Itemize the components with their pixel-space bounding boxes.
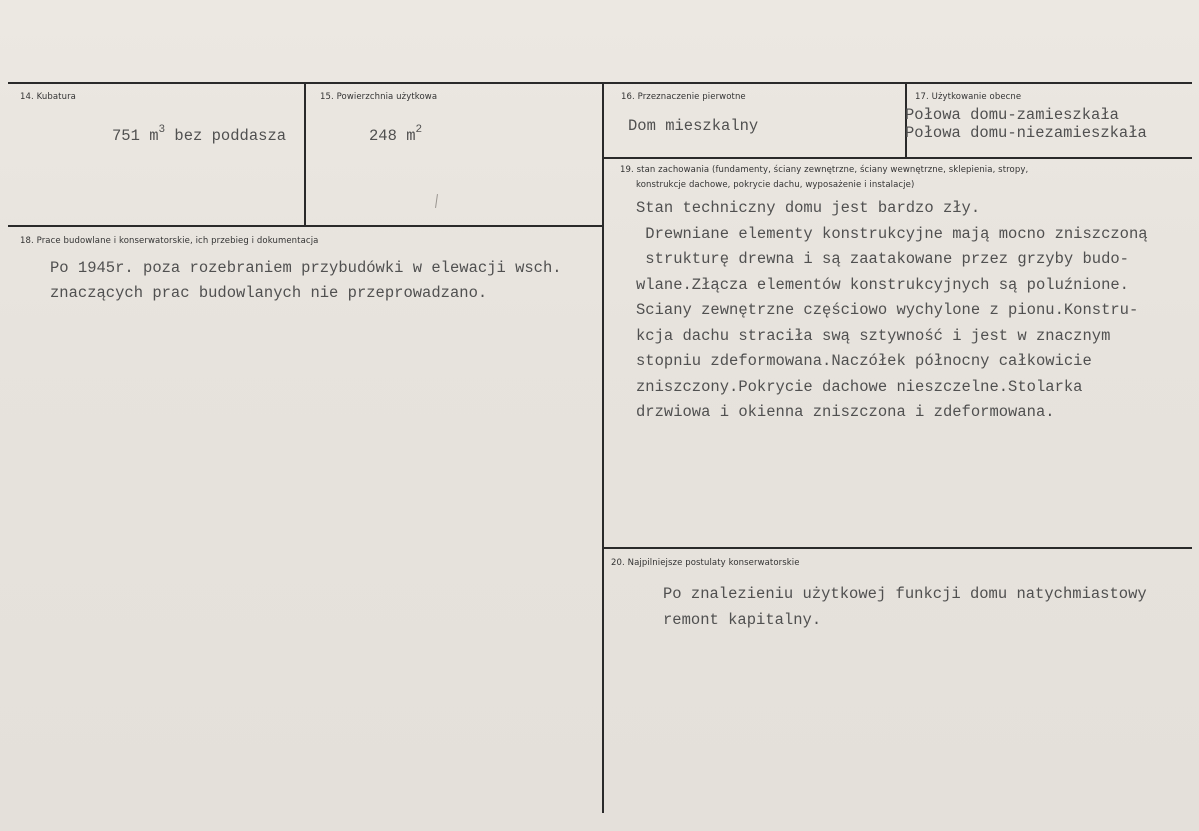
prace-line: znaczących prac budowlanych nie przeprowadzano. <box>50 284 488 302</box>
stan-line: Sciany zewnętrzne częściowo wychylone z pionu.Konstru- <box>636 301 1139 319</box>
field-19-label <box>620 163 1180 193</box>
stan-line: kcja dachu straciła swą sztywność i jest w znacznym <box>636 326 1111 345</box>
field-14-value <box>112 126 286 145</box>
divider-top-left-row <box>8 225 604 227</box>
top-border-line <box>8 82 1192 84</box>
field-15-value <box>369 126 422 145</box>
postulaty-line: remont kapitalny. <box>663 610 822 629</box>
uzytkowanie-line: Połowa domu-zamieszkała <box>905 106 1119 124</box>
stan-line: drzwiowa i okienna zniszczona i zdeformowana. <box>636 403 1055 421</box>
field-17-label: 17. Użytkowanie obecne <box>915 92 1022 102</box>
kubatura-suffix: bez poddasza <box>165 127 287 146</box>
stan-label-line: 19. stan zachowania (fundamenty, ściany zewnętrzne, ściany wewnętrzne, sklepienia, stropy, <box>620 165 1029 175</box>
field-14-label: 14. Kubatura <box>20 92 76 102</box>
stan-line: stopniu zdeformowana.Naczółek północny całkowicie <box>636 352 1092 370</box>
field-18-value <box>50 256 562 306</box>
stan-line: strukturę drewna i są zaatakowane przez grzyby budo- <box>636 250 1129 268</box>
divider-19-20 <box>603 547 1192 549</box>
stan-line: zniszczony.Pokrycie dachowe nieszczelne.Stolarka <box>636 377 1083 396</box>
powierzchnia-exponent: 2 <box>415 124 423 136</box>
field-20-value <box>663 582 1147 633</box>
divider-main <box>602 83 604 813</box>
stan-line: Stan techniczny domu jest bardzo zły. <box>636 199 981 217</box>
stan-label-line: konstrukcje dachowe, pokrycie dachu, wyposażenie i instalacje) <box>636 180 915 190</box>
field-16-value: Dom mieszkalny <box>628 117 759 135</box>
field-15-label: 15. Powierzchnia użytkowa <box>320 92 438 102</box>
field-17-value <box>905 106 1147 142</box>
kubatura-number: 751 m <box>112 127 159 146</box>
stan-line: wlane.Złącza elementów konstrukcyjnych są poluźnione. <box>636 275 1129 294</box>
postulaty-line: Po znalezieniu użytkowej funkcji domu natychmiastowy <box>663 585 1147 603</box>
field-20-label: 20. Najpilniejsze postulaty konserwatorskie <box>611 558 800 568</box>
stan-line: Drewniane elementy konstrukcyjne mają mocno zniszczoną <box>636 224 1148 243</box>
field-18-label: 18. Prace budowlane i konserwatorskie, ich przebieg i dokumentacja <box>20 236 319 246</box>
pencil-mark <box>435 194 438 208</box>
uzytkowanie-line: Połowa domu-niezamieszkała <box>905 124 1147 142</box>
field-19-value <box>636 196 1148 426</box>
field-16-label: 16. Przeznaczenie pierwotne <box>621 92 746 102</box>
divider-14-15 <box>304 83 306 226</box>
prace-line: Po 1945r. poza rozebraniem przybudówki w elewacji wsch. <box>50 259 562 277</box>
powierzchnia-number: 248 m <box>369 127 416 146</box>
divider-top-right-row <box>603 157 1192 159</box>
kubatura-exponent: 3 <box>158 124 166 136</box>
